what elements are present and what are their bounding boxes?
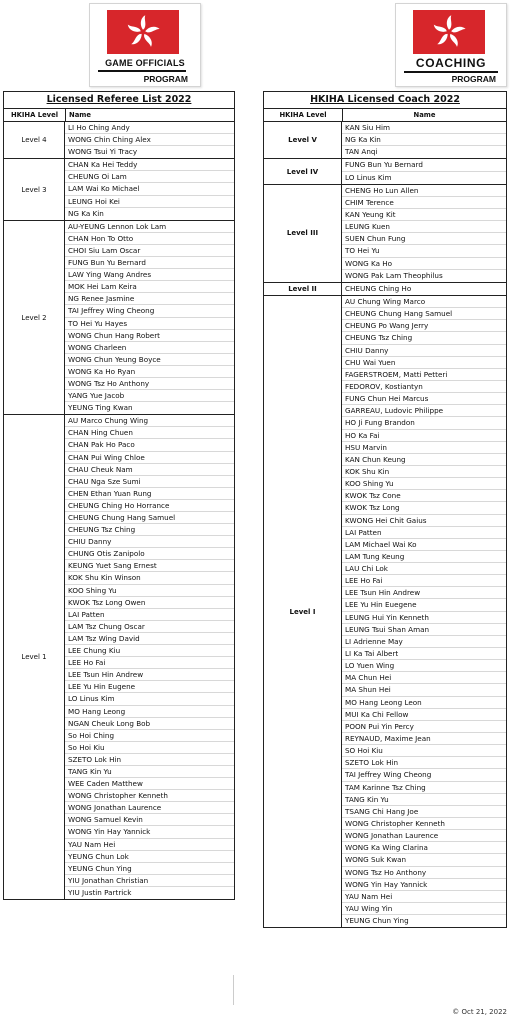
name-cell: YEUNG Ting Kwan (68, 403, 133, 413)
name-cell: TSANG Chi Hang Joe (342, 806, 506, 818)
name-cell: YAU Wing Yin (342, 903, 506, 915)
name-cell: KAN Siu Him (342, 122, 506, 134)
name-list (65, 122, 234, 158)
name-cell: NG Renee Jasmine (65, 293, 234, 305)
name-cell: LO Linus Kim (65, 693, 234, 705)
logo-underline (98, 70, 186, 72)
level-label: Level I (264, 296, 342, 927)
header-level: HKIHA Level (4, 109, 66, 121)
name-cell: CHU Wai Yuen (342, 357, 506, 369)
bauhinia-icon (124, 13, 162, 51)
logo-line2: PROGRAM (143, 74, 188, 84)
name-cell: MA Shun Hei (342, 684, 506, 696)
name-cell: TO Hei Yu Hayes (65, 318, 234, 330)
name-cell: LAM Tung Keung (342, 551, 506, 563)
name-cell: LEE Tsun Hin Andrew (65, 669, 234, 681)
divider (233, 975, 234, 1005)
name-cell: WONG Samuel Kevin (65, 814, 234, 826)
name-cell: LAM Tsz Wing David (65, 633, 234, 645)
name-cell: HO Ji Fung Brandon (342, 417, 506, 429)
name-cell: TAN Anqi (345, 147, 378, 157)
level-group (264, 122, 506, 159)
name-cell: CHEUNG Chung Hang Samuel (342, 308, 506, 320)
name-cell: WONG Chun Hang Robert (65, 330, 234, 342)
name-cell: NG Ka Kin (342, 134, 506, 146)
name-cell: LEE Yu Hin Euegene (342, 599, 506, 611)
level-group (4, 415, 234, 899)
name-list (342, 283, 506, 295)
hk-flag-icon (413, 10, 485, 54)
name-cell: CHAU Nga Sze Sumi (65, 476, 234, 488)
name-cell: YAU Nam Hei (65, 839, 234, 851)
name-cell: CHENG Ho Lun Allen (342, 185, 506, 197)
level-group (4, 221, 234, 416)
level-group (264, 159, 506, 184)
name-cell: POON Pui Yin Percy (342, 721, 506, 733)
name-cell: TO Hei Yu (342, 245, 506, 257)
name-cell: SUEN Chun Fung (342, 233, 506, 245)
name-cell: WONG Yin Hay Yannick (342, 879, 506, 891)
name-cell: FAGERSTROEM, Matti Petteri (342, 369, 506, 381)
referee-table-header (4, 109, 234, 122)
name-cell: WONG Ka Ho (342, 258, 506, 270)
name-cell: CHAN Ka Hei Teddy (65, 159, 234, 171)
name-cell: LAM Wai Ko Michael (65, 183, 234, 195)
name-cell: KOO Shing Yu (342, 478, 506, 490)
name-cell: LEUNG Hui Yin Kenneth (342, 612, 506, 624)
level-group (264, 296, 506, 927)
name-cell: LAM Tsz Chung Oscar (65, 621, 234, 633)
name-list (65, 415, 234, 899)
name-cell: CHEUNG Po Wang Jerry (342, 320, 506, 332)
name-cell: LEE Yu Hin Eugene (65, 681, 234, 693)
level-group (4, 122, 234, 159)
header-name: Name (413, 111, 436, 119)
name-cell: LEUNG Hoi Kei (65, 196, 234, 208)
name-cell: LAI Patten (65, 609, 234, 621)
name-cell: KOO Shing Yu (65, 585, 234, 597)
name-cell: TAI Jeffrey Wing Cheong (65, 305, 234, 317)
name-cell: YANG Yue Jacob (65, 390, 234, 402)
name-cell: GARREAU, Ludovic Philippe (342, 405, 506, 417)
name-cell: LEUNG Kuen (342, 221, 506, 233)
name-cell: WONG Tsui Yi Tracy (68, 147, 138, 157)
coach-table-body (264, 122, 506, 927)
name-cell: MO Hang Leong (65, 706, 234, 718)
level-label: Level 1 (4, 415, 65, 899)
name-cell: TAM Karinne Tsz Ching (342, 782, 506, 794)
name-cell: CHEUNG Ching Ho (345, 283, 412, 293)
bauhinia-icon (430, 13, 468, 51)
logo-underline (404, 71, 498, 73)
level-label: Level 3 (4, 159, 65, 219)
name-list (342, 296, 506, 927)
name-cell: LEE Ho Fai (65, 657, 234, 669)
name-cell: TANG Kin Yu (65, 766, 234, 778)
name-cell: WONG Ka Wing Clarina (342, 842, 506, 854)
name-cell: CHEN Ethan Yuan Rung (65, 488, 234, 500)
name-cell: WONG Christopher Kenneth (65, 790, 234, 802)
name-cell: LI Ka Tai Albert (342, 648, 506, 660)
name-cell: WEE Caden Matthew (65, 778, 234, 790)
coach-table-title: HKIHA Licensed Coach 2022 (264, 92, 506, 109)
name-cell: YAU Nam Hei (342, 891, 506, 903)
name-cell: KAN Chun Keung (342, 454, 506, 466)
name-cell: TANG Kin Yu (342, 794, 506, 806)
name-cell: WONG Suk Kwan (342, 854, 506, 866)
name-cell: YEUNG Chun Ying (345, 916, 409, 926)
name-cell: FUNG Bun Yu Bernard (65, 257, 234, 269)
name-cell: CHAN Pak Ho Paco (65, 439, 234, 451)
name-cell: LAW Ying Wang Andres (65, 269, 234, 281)
name-cell: CHEUNG Tsz Ching (342, 332, 506, 344)
name-cell: MUI Ka Chi Fellow (342, 709, 506, 721)
name-cell: LEE Ho Fai (342, 575, 506, 587)
coach-table-header (264, 109, 506, 122)
referee-table (3, 91, 235, 900)
name-cell: LEUNG Tsui Shan Aman (342, 624, 506, 636)
name-cell: WONG Jonathan Laurence (65, 802, 234, 814)
name-cell: KEUNG Yuet Sang Ernest (65, 560, 234, 572)
name-cell: SO Hoi Kiu (342, 745, 506, 757)
level-group (4, 159, 234, 220)
name-cell: LAI Patten (342, 527, 506, 539)
name-cell: CHAN Hing Chuen (65, 427, 234, 439)
level-label: Level V (264, 122, 342, 158)
name-cell: WONG Chun Yeung Boyce (65, 354, 234, 366)
name-cell: HSU Marvin (342, 442, 506, 454)
name-cell: CHEUNG Oi Lam (65, 171, 234, 183)
hk-flag-icon (107, 10, 179, 54)
name-cell: MO Hang Leong Leon (342, 697, 506, 709)
name-cell: CHIU Danny (65, 536, 234, 548)
name-cell: YEUNG Chun Ying (65, 863, 234, 875)
logo-line1: GAME OFFICIALS (105, 58, 185, 68)
name-cell: MOK Hei Lam Keira (65, 281, 234, 293)
name-cell: SZETO Lok Hin (342, 757, 506, 769)
name-cell: LEE Tsun Hin Andrew (342, 587, 506, 599)
name-cell: WONG Yin Hay Yannick (65, 826, 234, 838)
header-name: Name (69, 111, 91, 119)
level-group (264, 185, 506, 283)
name-cell: AU Marco Chung Wing (65, 415, 234, 427)
name-list (65, 221, 234, 415)
name-cell: FUNG Bun Yu Bernard (342, 159, 506, 171)
name-cell: WONG Chin Ching Alex (65, 134, 234, 146)
name-cell: CHOI Siu Lam Oscar (65, 245, 234, 257)
name-cell: KOK Shu Kin Winson (65, 572, 234, 584)
name-cell: WONG Ka Ho Ryan (65, 366, 234, 378)
logo-line2: PROGRAM (451, 74, 496, 84)
name-cell: So Hoi Ching (65, 730, 234, 742)
level-label: Level 2 (4, 221, 65, 415)
name-list (342, 159, 506, 183)
name-cell: CHEUNG Chung Hang Samuel (65, 512, 234, 524)
name-cell: CHEUNG Ching Ho Horrance (65, 500, 234, 512)
name-list (342, 185, 506, 282)
referee-table-title: Licensed Referee List 2022 (4, 92, 234, 109)
name-cell: So Hoi Kiu (65, 742, 234, 754)
name-cell: LI Adrienne May (342, 636, 506, 648)
name-cell: CHIM Terence (342, 197, 506, 209)
name-cell: LEE Chung Kiu (65, 645, 234, 657)
name-cell: LI Ho Ching Andy (65, 122, 234, 134)
name-cell: YIU Jonathan Christian (65, 875, 234, 887)
name-cell: WONG Tsz Ho Anthony (65, 378, 234, 390)
name-cell: CHIU Danny (342, 345, 506, 357)
name-cell: TAI Jeffrey Wing Cheong (342, 769, 506, 781)
game-officials-logo (89, 3, 201, 87)
footer-date: © Oct 21, 2022 (452, 1008, 507, 1016)
name-cell: KWOK Tsz Long Owen (65, 597, 234, 609)
referee-table-body (4, 122, 234, 899)
name-cell: AU Chung Wing Marco (342, 296, 506, 308)
name-cell: LAU Chi Lok (342, 563, 506, 575)
name-cell: REYNAUD, Maxime Jean (342, 733, 506, 745)
name-cell: SZETO Lok Hin (65, 754, 234, 766)
name-cell: WONG Jonathan Laurence (342, 830, 506, 842)
name-list (65, 159, 234, 219)
name-cell: LAM Michael Wai Ko (342, 539, 506, 551)
name-cell: WONG Charleen (65, 342, 234, 354)
level-label: Level II (264, 283, 342, 295)
name-cell: FUNG Chun Hei Marcus (342, 393, 506, 405)
coaching-logo (395, 3, 507, 87)
coach-table (263, 91, 507, 928)
name-cell: WONG Christopher Kenneth (342, 818, 506, 830)
name-cell: KWOK Tsz Cone (342, 490, 506, 502)
name-cell: LO Linus Kim (345, 172, 392, 182)
name-cell: WONG Pak Lam Theophilus (345, 270, 443, 280)
name-cell: CHEUNG Tsz Ching (65, 524, 234, 536)
name-cell: LO Yuen Wing (342, 660, 506, 672)
name-cell: CHAN Hon To Otto (65, 233, 234, 245)
name-cell: WONG Tsz Ho Anthony (342, 867, 506, 879)
name-cell: KWOK Tsz Long (342, 502, 506, 514)
level-label: Level III (264, 185, 342, 282)
name-list (342, 122, 506, 158)
level-group (264, 283, 506, 296)
name-cell: HO Ka Fai (342, 430, 506, 442)
name-cell: KWONG Hei Chit Gaius (342, 515, 506, 527)
header-level: HKIHA Level (264, 109, 343, 121)
name-cell: KOK Shu Kin (342, 466, 506, 478)
name-cell: CHAU Cheuk Nam (65, 464, 234, 476)
name-cell: MA Chun Hei (342, 672, 506, 684)
name-cell: YEUNG Chun Lok (65, 851, 234, 863)
name-cell: NGAN Cheuk Long Bob (65, 718, 234, 730)
name-cell: CHAN Pui Wing Chloe (65, 452, 234, 464)
name-cell: CHUNG Otis Zanipolo (65, 548, 234, 560)
level-label: Level IV (264, 159, 342, 183)
level-label: Level 4 (4, 122, 65, 158)
name-cell: YIU Justin Partrick (68, 887, 132, 897)
name-cell: FEDOROV, Kostiantyn (342, 381, 506, 393)
logo-line1: COACHING (415, 56, 487, 70)
name-cell: KAN Yeung Kit (342, 209, 506, 221)
name-cell: AU-YEUNG Lennon Lok Lam (65, 221, 234, 233)
name-cell: NG Ka Kin (68, 208, 104, 218)
